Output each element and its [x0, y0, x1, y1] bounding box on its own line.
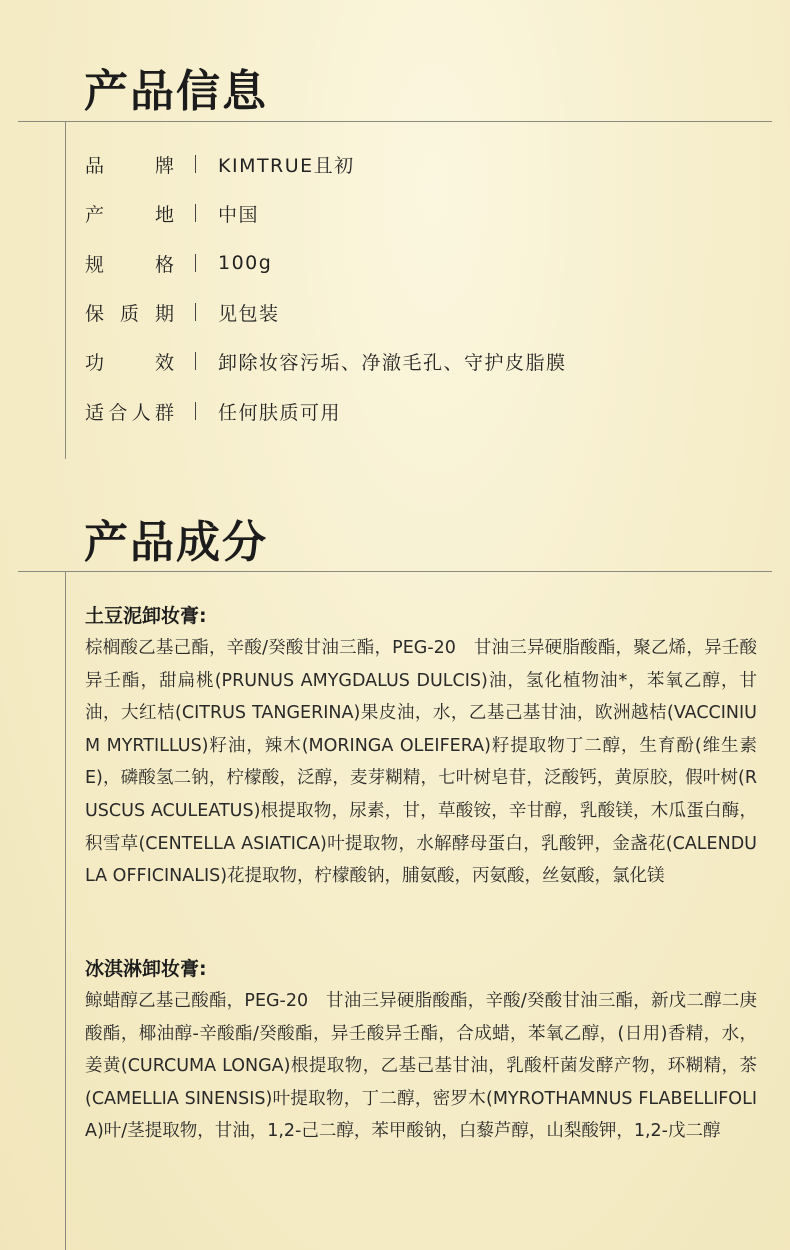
info-label-char: 产	[85, 203, 105, 226]
info-label-char: 品	[85, 154, 105, 177]
ingredient-block-potato	[85, 600, 757, 893]
product-info-title: 产品信息	[84, 66, 268, 117]
info-label	[85, 200, 174, 227]
info-label-char: 合	[108, 401, 128, 424]
info-label	[85, 151, 174, 178]
info-value: 中国	[218, 203, 260, 226]
ingredients-title: 产品成分	[84, 517, 268, 568]
ingredient-name: 冰淇淋卸妆膏:	[85, 958, 207, 980]
info-value: 见包装	[218, 302, 280, 325]
info-value: KIMTRUE且初	[218, 154, 355, 177]
ingredients-vertical-rule	[65, 571, 66, 1250]
product-info-vertical-rule	[65, 121, 66, 459]
info-value: 100g	[218, 252, 273, 274]
info-label-char: 效	[154, 351, 174, 374]
info-row	[85, 250, 272, 276]
info-separator	[195, 352, 196, 370]
info-separator	[195, 155, 196, 173]
info-row	[85, 348, 567, 374]
info-label-char: 适	[85, 401, 105, 424]
info-label	[85, 348, 174, 375]
ingredient-name: 土豆泥卸妆膏:	[85, 605, 207, 627]
info-label-char: 保	[85, 302, 105, 325]
info-separator	[195, 402, 196, 420]
info-row	[85, 151, 355, 177]
info-label-char: 人	[131, 401, 151, 424]
info-separator	[195, 303, 196, 321]
info-label-char: 格	[154, 253, 174, 276]
info-row	[85, 398, 341, 424]
info-label	[85, 299, 174, 326]
ingredient-list-text: 鲸蜡醇乙基己酸酯，PEG-20 甘油三异硬脂酸酯，辛酸/癸酸甘油三酯，新戊二醇二庚酸酯，椰油醇-辛酸酯/癸酸酯，异壬酸异壬酯，合成蜡，苯氧乙醇，(日用)香精，水，姜黄(CURCUMA LONGA)根提取物，乙基己基甘油，乳酸杆菌发酵产物，环糊精，茶(CAMELLIA SINENSIS)叶提取物，丁二醇，密罗木(MYROTHAMNUS FLABELLIFOLIA)叶/茎提取物，甘油，1,2-己二醇，苯甲酸钠，白藜芦醇，山梨酸钾，1,2-戊二醇	[85, 991, 757, 1142]
info-label-char: 功	[85, 351, 105, 374]
info-row	[85, 299, 280, 325]
info-row	[85, 200, 259, 226]
info-label-char: 牌	[154, 154, 174, 177]
info-label	[85, 250, 174, 277]
info-label-char: 质	[119, 302, 139, 325]
info-separator	[195, 254, 196, 272]
info-label	[85, 398, 174, 425]
ingredient-block-icecream	[85, 953, 757, 1148]
ingredient-list-text: 棕榈酸乙基己酯，辛酸/癸酸甘油三酯，PEG-20 甘油三异硬脂酸酯，聚乙烯，异壬酸异壬酯，甜扁桃(PRUNUS AMYGDALUS DULCIS)油，氢化植物油*，苯氧乙醇，甘油，大红桔(CITRUS TANGERINA)果皮油，水，乙基己基甘油，欧洲越桔(VACCINIUM MYRTILLUS)籽油，辣木(MORINGA OLEIFERA)籽提取物丁二醇，生育酚(维生素E)，磷酸氢二钠，柠檬酸，泛醇，麦芽糊精，七叶树皂苷，泛酸钙，黄原胶，假叶树(RUSCUS ACULEATUS)根提取物，尿素，甘，草酸铵，辛甘醇，乳酸镁，木瓜蛋白酶，积雪草(CENTELLA ASIATICA)叶提取物，水解酵母蛋白，乳酸钾，金盏花(CALENDULA OFFICINALIS)花提取物，柠檬酸钠，脯氨酸，丙氨酸，丝氨酸，氯化镁	[85, 638, 757, 887]
info-value: 任何肤质可用	[218, 401, 342, 424]
info-value: 卸除妆容污垢、净澈毛孔、守护皮脂膜	[218, 351, 567, 374]
info-separator	[195, 204, 196, 222]
info-label-char: 规	[85, 253, 105, 276]
info-label-char: 群	[154, 401, 174, 424]
product-info-divider	[18, 121, 772, 122]
info-label-char: 期	[154, 302, 174, 325]
info-label-char: 地	[154, 203, 174, 226]
ingredients-divider	[18, 571, 772, 572]
